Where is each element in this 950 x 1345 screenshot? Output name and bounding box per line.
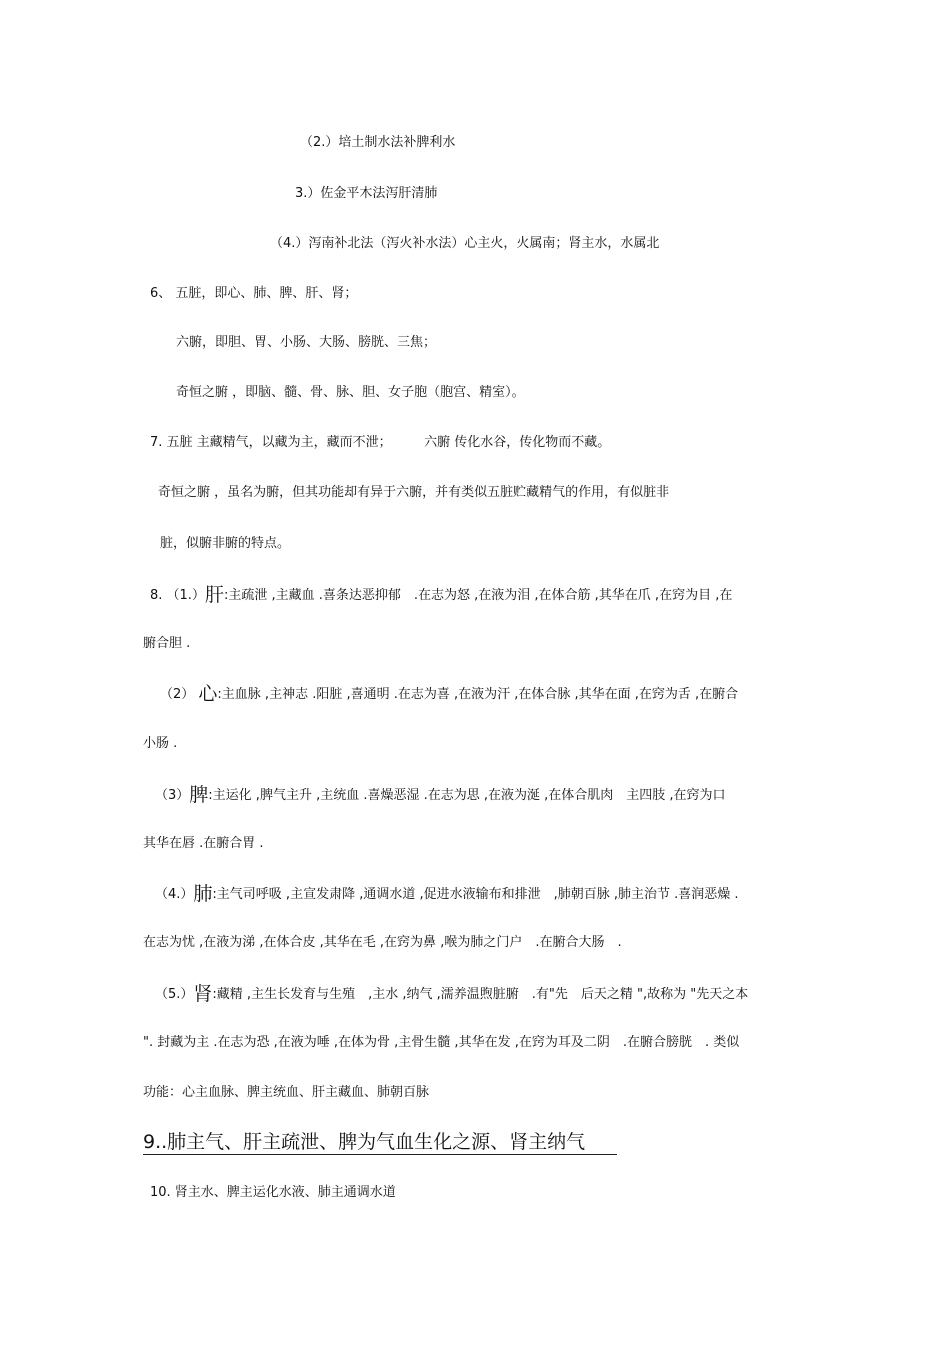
section-heading-9: 9..肺主气、肝主疏泄、脾为气血生化之源、肾主纳气 (143, 1130, 617, 1155)
organ-line-spleen (155, 784, 726, 806)
text-line: 10. 肾主水、脾主运化水液、肺主通调水道 (150, 1185, 396, 1200)
text-segment: :藏精 ,主生长发育与生殖 ,主水 ,纳气 ,濡养温煦脏腑 .有"先 后天之精 ",故称为 "先天之本 (212, 987, 749, 1002)
text-line: 奇恒之腑 ，虽名为腑，但其功能却有异于六腑，并有类似五脏贮藏精气的作用，有似脏非 (158, 485, 670, 500)
text-line: 3.）佐金平木法泻肝清肺 (295, 186, 438, 201)
text-segment: （4.） (155, 887, 194, 902)
text-segment: （2） (160, 687, 199, 702)
organ-line-heart (160, 683, 739, 705)
text-line: 小肠 . (143, 736, 178, 751)
text-line: ". 封藏为主 .在志为恐 ,在液为唾 ,在体为骨 ,主骨生髓 ,其华在发 ,在窍为耳及二阴 .在腑合膀胱 . 类似 (143, 1035, 740, 1050)
text-segment: :主血脉 ,主神志 .阳脏 ,喜通明 .在志为喜 ,在液为汗 ,在体合脉 ,其华在面 ,在窍为舌 ,在腑合 (217, 687, 739, 702)
organ-name-large: 心 (198, 683, 218, 705)
text-line: 六腑，即胆、胃、小肠、大肠、膀胱、三焦； (176, 335, 437, 350)
organ-line-kidney (155, 983, 749, 1005)
organ-name-large: 肾 (193, 983, 213, 1005)
text-line: 奇恒之腑 ，即脑、髓、骨、脉、胆、女子胞（胞宫、精室）。 (176, 385, 525, 400)
text-line: （4.）泻南补北法（泻火补水法）心主火，火属南；肾主水，水属北 (270, 236, 660, 251)
text-line: 腑合胆 . (143, 636, 191, 651)
text-segment: （3） (155, 788, 190, 803)
text-line: 在志为忧 ,在液为涕 ,在体合皮 ,其华在毛 ,在窍为鼻 ,喉为肺之门户 .在腑合大肠 . (143, 935, 622, 950)
text-segment: （5.） (155, 987, 194, 1002)
text-line: 功能：心主血脉、脾主统血、肝主藏血、肺朝百脉 (143, 1085, 430, 1100)
organ-line-liver (150, 584, 733, 606)
text-line: 7. 五脏 主藏精气，以藏为主，藏而不泄； 六腑 传化水谷，传化物而不藏。 (150, 435, 611, 450)
text-line: 其华在唇 .在腑合胃 . (143, 836, 264, 851)
text-segment: :主气司呼吸 ,主宣发肃降 ,通调水道 ,促进水液输布和排泄 ,肺朝百脉 ,肺主治节 .喜润恶燥 . (212, 887, 739, 902)
organ-name-large: 脾 (189, 784, 209, 806)
text-segment: :主疏泄 ,主藏血 .喜条达恶抑郁 .在志为怒 ,在液为泪 ,在体合筋 ,其华在爪 ,在窍为目 ,在 (223, 588, 733, 603)
text-line: （2.）培土制水法补脾利水 (300, 135, 456, 150)
text-line: 脏，似腑非腑的特点。 (160, 536, 291, 551)
text-segment: :主运化 ,脾气主升 ,主统血 .喜燥恶湿 .在志为思 ,在液为涎 ,在体合肌肉 主四肢 ,在窍为口 (208, 788, 726, 803)
organ-name-large: 肺 (193, 883, 213, 905)
organ-name-large: 肝 (204, 584, 224, 606)
text-line: 6、 五脏，即心、肺、脾、肝、肾； (150, 286, 358, 301)
text-segment: 8. （1.） (150, 588, 205, 603)
organ-line-lung (155, 883, 739, 905)
